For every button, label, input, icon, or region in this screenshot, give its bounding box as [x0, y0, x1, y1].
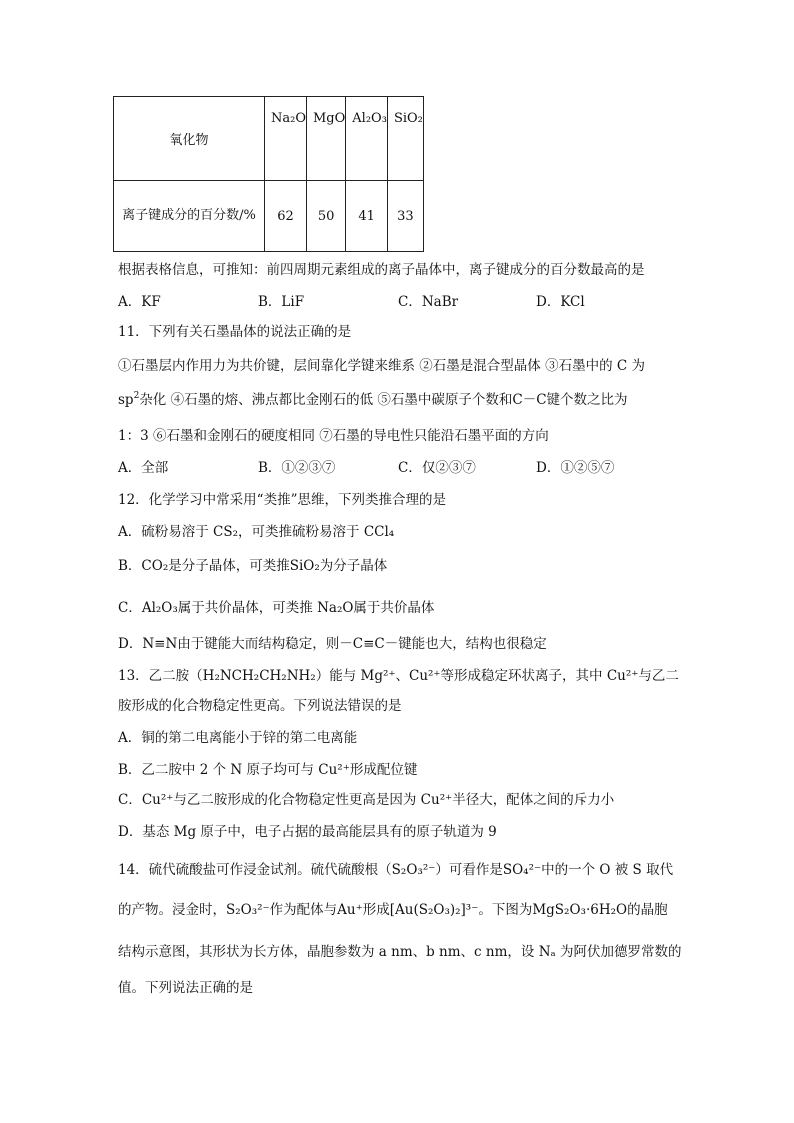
q11-stem: 11．下列有关石墨晶体的说法正确的是 — [118, 324, 352, 340]
table-col-header: SiO₂ — [387, 97, 423, 181]
q14-line3: 结构示意图，其形状为长方体，晶胞参数为 a nm、b nm、c nm，设 Nₐ 为阿伏加德罗常数的 — [118, 944, 682, 960]
ionic-bond-table — [113, 96, 424, 252]
q12-option-c: C．Al₂O₃属于共价晶体，可类推 Na₂O属于共价晶体 — [118, 600, 435, 616]
q14-line4: 值。下列说法正确的是 — [118, 980, 253, 996]
option-b: B．LiF — [258, 294, 305, 310]
q14-line1: 14．硫代硫酸盐可作浸金试剂。硫代硫酸根（S₂O₃²⁻）可看作是SO₄²⁻中的一个 O 被 S 取代 — [118, 862, 674, 878]
q11-line1: ①石墨层内作用力为共价键，层间靠化学键来维系 ②石墨是混合型晶体 ③石墨中的 C 为 — [118, 358, 645, 374]
q14-line2: 的产物。浸金时，S₂O₃²⁻作为配体与Au⁺形成[Au(S₂O₃)₂]³⁻。下图为MgS₂O₃·6H₂O的晶胞 — [118, 902, 668, 918]
q13-option-a: A．铜的第二电离能小于锌的第二电离能 — [118, 730, 358, 746]
q12-stem: 12．化学学习中常采用“类推”思维，下列类推合理的是 — [118, 492, 446, 508]
q11-line3: 1：3 ⑥石墨和金刚石的硬度相同 ⑦石墨的导电性只能沿石墨平面的方向 — [118, 428, 549, 444]
option-c: C．仅②③⑦ — [398, 460, 476, 476]
table-col-header: Na₂O — [265, 97, 307, 181]
q13-line1: 13．乙二胺（H₂NCH₂CH₂NH₂）能与 Mg²⁺、Cu²⁺等形成稳定环状离子，其中 Cu²⁺与乙二 — [118, 668, 679, 684]
option-d: D．KCl — [536, 294, 585, 310]
table-col-header: MgO — [307, 97, 346, 181]
option-a: A．KF — [118, 294, 161, 310]
option-a: A．全部 — [118, 460, 169, 476]
q13-option-d: D．基态 Mg 原子中，电子占据的最高能层具有的原子轨道为 9 — [118, 824, 497, 840]
table-row-header: 氧化物 — [114, 97, 265, 181]
table-col-header: Al₂O₃ — [346, 97, 388, 181]
option-c: C．NaBr — [398, 294, 459, 310]
q11-line2: $sp^2$杂化 ④石墨的熔、沸点都比金刚石的低 ⑤石墨中碳原子个数和C－C键个数之比为 — [118, 391, 628, 408]
q10-stem: 根据表格信息，可推知：前四周期元素组成的离子晶体中，离子键成分的百分数最高的是 — [118, 262, 645, 278]
table-cell: 50 — [307, 181, 346, 252]
q13-option-b: B．乙二胺中 2 个 N 原子均可与 Cu²⁺形成配位键 — [118, 762, 418, 778]
q13-option-c: C．Cu²⁺与乙二胺形成的化合物稳定性更高是因为 Cu²⁺半径大，配体之间的斥力小 — [118, 792, 615, 808]
table-cell: 33 — [387, 181, 423, 252]
q12-option-a: A．硫粉易溶于 CS₂，可类推硫粉易溶于 CCl₄ — [118, 524, 395, 540]
table-row-header: 离子键成分的百分数/% — [114, 181, 265, 252]
option-b: B．①②③⑦ — [258, 460, 336, 476]
table-row — [114, 181, 424, 252]
table-cell: 62 — [265, 181, 307, 252]
table-cell: 41 — [346, 181, 388, 252]
q12-option-b: B．CO₂是分子晶体，可类推SiO₂为分子晶体 — [118, 558, 388, 574]
q13-line2: 胺形成的化合物稳定性更高。下列说法错误的是 — [118, 698, 402, 714]
q12-option-d: D．N≡N由于键能大而结构稳定，则－C≡C－键能也大，结构也很稳定 — [118, 636, 547, 652]
table-row — [114, 97, 424, 181]
option-d: D．①②⑤⑦ — [536, 460, 615, 476]
